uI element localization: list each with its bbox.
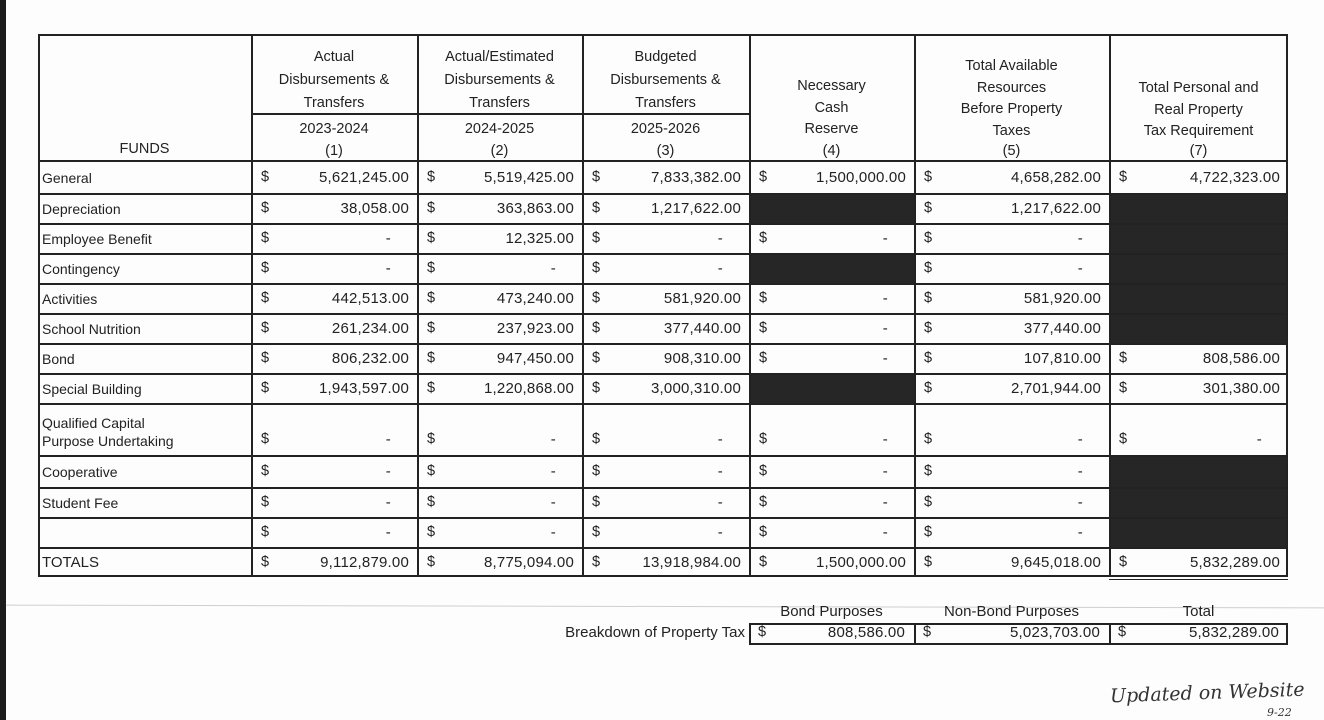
amount-cell: - xyxy=(882,463,888,480)
currency-symbol: $ xyxy=(1118,624,1127,640)
column-header-title: Budgeted Disbursements & Transfers xyxy=(610,49,721,111)
breakdown-label: Breakdown of Property Tax xyxy=(565,624,745,641)
amount-cell: 947,450.00 xyxy=(496,350,574,367)
breakdown-amount: 808,586.00 xyxy=(827,624,905,641)
currency-symbol: $ xyxy=(1119,169,1128,185)
currency-symbol: $ xyxy=(427,431,436,447)
amount-cell: - xyxy=(882,290,888,307)
fund-name: TOTALS xyxy=(42,554,99,571)
amount-cell: 12,325.00 xyxy=(505,230,574,247)
currency-symbol: $ xyxy=(261,463,270,479)
amount-cell: - xyxy=(550,463,556,480)
column-header-number: (2) xyxy=(490,143,509,159)
fund-name: Contingency xyxy=(42,261,120,277)
currency-symbol: $ xyxy=(427,200,436,216)
handwritten-date: 9-22 xyxy=(1267,706,1292,719)
amount-cell: - xyxy=(385,494,391,511)
amount-cell: - xyxy=(1077,463,1083,480)
amount-cell: 5,832,289.00 xyxy=(1190,554,1280,571)
currency-symbol: $ xyxy=(261,290,270,306)
currency-symbol: $ xyxy=(924,169,933,185)
amount-cell: 581,920.00 xyxy=(1023,290,1101,307)
currency-symbol: $ xyxy=(592,380,601,396)
currency-symbol: $ xyxy=(427,524,436,540)
amount-cell: - xyxy=(385,463,391,480)
currency-symbol: $ xyxy=(759,350,768,366)
currency-symbol: $ xyxy=(924,380,933,396)
currency-symbol: $ xyxy=(924,463,933,479)
fund-name: Employee Benefit xyxy=(42,231,152,247)
amount-cell: - xyxy=(385,431,391,448)
amount-cell: 38,058.00 xyxy=(340,200,409,217)
amount-cell: - xyxy=(385,524,391,541)
amount-cell: - xyxy=(882,230,888,247)
amount-cell: 377,440.00 xyxy=(663,320,741,337)
currency-symbol: $ xyxy=(261,431,270,447)
currency-symbol: $ xyxy=(592,554,601,570)
currency-symbol: $ xyxy=(759,554,768,570)
amount-cell: 442,513.00 xyxy=(331,290,409,307)
currency-symbol: $ xyxy=(592,494,601,510)
currency-symbol: $ xyxy=(759,431,768,447)
amount-cell: - xyxy=(882,524,888,541)
currency-symbol: $ xyxy=(924,230,933,246)
column-header-title: Total Available Resources Before Property Taxes xyxy=(960,58,1063,139)
currency-symbol: $ xyxy=(592,431,601,447)
currency-symbol: $ xyxy=(1119,554,1128,570)
amount-cell: - xyxy=(882,350,888,367)
currency-symbol: $ xyxy=(261,350,270,366)
table-row xyxy=(38,455,1288,487)
breakdown-divider xyxy=(1109,623,1111,645)
table-horizontal-rule xyxy=(38,34,1288,36)
amount-cell: 9,112,879.00 xyxy=(320,554,409,571)
currency-symbol: $ xyxy=(592,260,601,276)
currency-symbol: $ xyxy=(427,554,436,570)
currency-symbol: $ xyxy=(427,380,436,396)
currency-symbol: $ xyxy=(261,380,270,396)
currency-symbol: $ xyxy=(427,290,436,306)
amount-cell: - xyxy=(717,260,723,277)
amount-cell: 1,217,622.00 xyxy=(651,200,741,217)
amount-cell: - xyxy=(717,524,723,541)
amount-cell: - xyxy=(717,230,723,247)
currency-symbol: $ xyxy=(924,524,933,540)
amount-cell: - xyxy=(550,494,556,511)
breakdown-divider xyxy=(914,623,916,645)
fund-name: Depreciation xyxy=(42,201,121,217)
currency-symbol: $ xyxy=(261,230,270,246)
currency-symbol: $ xyxy=(261,169,270,185)
currency-symbol: $ xyxy=(758,624,767,640)
breakdown-column-header: Bond Purposes xyxy=(780,603,883,620)
column-header-year: 2023-2024 xyxy=(299,121,369,137)
amount-cell: 9,645,018.00 xyxy=(1011,554,1101,571)
amount-cell: 4,722,323.00 xyxy=(1190,169,1280,186)
column-header-title: Total Personal and Real Property Tax Requirement xyxy=(1138,80,1259,139)
currency-symbol: $ xyxy=(759,290,768,306)
currency-symbol: $ xyxy=(592,169,601,185)
amount-cell: 261,234.00 xyxy=(331,320,409,337)
currency-symbol: $ xyxy=(592,230,601,246)
amount-cell: 5,519,425.00 xyxy=(484,169,574,186)
breakdown-column-header: Total xyxy=(1182,603,1215,620)
currency-symbol: $ xyxy=(924,494,933,510)
fund-name: Bond xyxy=(42,351,75,367)
currency-symbol: $ xyxy=(592,463,601,479)
fund-name: Activities xyxy=(42,291,98,307)
amount-cell: 363,863.00 xyxy=(496,200,574,217)
currency-symbol: $ xyxy=(592,320,601,336)
amount-cell: 1,220,868.00 xyxy=(484,380,574,397)
currency-symbol: $ xyxy=(759,524,768,540)
amount-cell: 8,775,094.00 xyxy=(484,554,574,571)
amount-cell: - xyxy=(1077,260,1083,277)
handwritten-note: Updated on Website xyxy=(1109,678,1305,708)
amount-cell: 1,500,000.00 xyxy=(816,554,906,571)
amount-cell: - xyxy=(1077,524,1083,541)
currency-symbol: $ xyxy=(427,230,436,246)
amount-cell: 4,658,282.00 xyxy=(1011,169,1101,186)
currency-symbol: $ xyxy=(261,320,270,336)
currency-symbol: $ xyxy=(261,200,270,216)
currency-symbol: $ xyxy=(1119,380,1128,396)
amount-cell: 581,920.00 xyxy=(663,290,741,307)
currency-symbol: $ xyxy=(261,524,270,540)
currency-symbol: $ xyxy=(924,554,933,570)
currency-symbol: $ xyxy=(592,524,601,540)
column-header-number: (7) xyxy=(1189,143,1208,159)
amount-cell: 1,500,000.00 xyxy=(816,169,906,186)
currency-symbol: $ xyxy=(592,350,601,366)
amount-cell: - xyxy=(550,260,556,277)
amount-cell: - xyxy=(385,230,391,247)
currency-symbol: $ xyxy=(759,320,768,336)
currency-symbol: $ xyxy=(759,463,768,479)
amount-cell: 301,380.00 xyxy=(1202,380,1280,397)
amount-cell: - xyxy=(882,494,888,511)
currency-symbol: $ xyxy=(592,290,601,306)
currency-symbol: $ xyxy=(924,260,933,276)
amount-cell: 2,701,944.00 xyxy=(1011,380,1101,397)
fund-name: Student Fee xyxy=(42,495,119,511)
table-row xyxy=(38,223,1288,253)
breakdown-column-header: Non-Bond Purposes xyxy=(943,603,1080,620)
column-header-title: Necessary Cash Reserve xyxy=(797,78,866,137)
currency-symbol: $ xyxy=(427,350,436,366)
column-header-title: Actual Disbursements & Transfers xyxy=(278,49,390,111)
amount-cell: 5,621,245.00 xyxy=(319,169,409,186)
amount-cell: 3,000,310.00 xyxy=(651,380,741,397)
table-row xyxy=(38,487,1288,517)
currency-symbol: $ xyxy=(427,463,436,479)
amount-cell: - xyxy=(717,463,723,480)
currency-symbol: $ xyxy=(924,431,933,447)
amount-cell: - xyxy=(882,431,888,448)
funds-table xyxy=(38,34,1288,577)
total-double-underline xyxy=(1109,579,1288,580)
breakdown-amount: 5,023,703.00 xyxy=(1010,624,1100,641)
breakdown-amount: 5,832,289.00 xyxy=(1189,624,1279,641)
column-header-number: (4) xyxy=(822,143,841,159)
currency-symbol: $ xyxy=(924,320,933,336)
currency-symbol: $ xyxy=(759,230,768,246)
amount-cell: 1,943,597.00 xyxy=(319,380,409,397)
table-row xyxy=(38,517,1288,547)
amount-cell: - xyxy=(385,260,391,277)
amount-cell: 808,586.00 xyxy=(1202,350,1280,367)
amount-cell: - xyxy=(882,320,888,337)
table-row xyxy=(38,253,1288,283)
amount-cell: 377,440.00 xyxy=(1023,320,1101,337)
amount-cell: - xyxy=(1077,494,1083,511)
column-header-title: Actual/Estimated Disbursements & Transfers xyxy=(444,49,555,111)
fund-name: School Nutrition xyxy=(42,321,141,337)
amount-cell: 237,923.00 xyxy=(496,320,574,337)
column-header-number: (5) xyxy=(1002,143,1021,159)
amount-cell: - xyxy=(550,431,556,448)
currency-symbol: $ xyxy=(759,169,768,185)
column-header-year: 2025-2026 xyxy=(630,121,701,137)
amount-cell: 7,833,382.00 xyxy=(651,169,741,186)
currency-symbol: $ xyxy=(592,200,601,216)
amount-cell: 1,217,622.00 xyxy=(1011,200,1101,217)
amount-cell: - xyxy=(1256,431,1262,448)
currency-symbol: $ xyxy=(924,290,933,306)
fund-name: Cooperative xyxy=(42,464,118,480)
amount-cell: 908,310.00 xyxy=(663,350,741,367)
currency-symbol: $ xyxy=(923,624,932,640)
currency-symbol: $ xyxy=(1119,350,1128,366)
currency-symbol: $ xyxy=(261,494,270,510)
currency-symbol: $ xyxy=(427,169,436,185)
currency-symbol: $ xyxy=(759,494,768,510)
amount-cell: - xyxy=(717,431,723,448)
currency-symbol: $ xyxy=(924,350,933,366)
amount-cell: 107,810.00 xyxy=(1023,350,1101,367)
scan-edge xyxy=(0,0,6,720)
table-row xyxy=(38,403,1288,455)
currency-symbol: $ xyxy=(1119,431,1128,447)
amount-cell: 13,918,984.00 xyxy=(642,554,741,571)
column-header-year: 2024-2025 xyxy=(464,121,535,137)
amount-cell: 806,232.00 xyxy=(331,350,409,367)
amount-cell: - xyxy=(717,494,723,511)
currency-symbol: $ xyxy=(924,200,933,216)
fund-name: General xyxy=(42,170,92,186)
fund-name: Special Building xyxy=(42,381,142,397)
column-header-number: (1) xyxy=(325,143,343,159)
funds-header: FUNDS xyxy=(119,141,170,157)
currency-symbol: $ xyxy=(261,554,270,570)
currency-symbol: $ xyxy=(427,260,436,276)
fund-name: Qualified Capital Purpose Undertaking xyxy=(42,415,174,449)
amount-cell: - xyxy=(1077,230,1083,247)
amount-cell: - xyxy=(550,524,556,541)
currency-symbol: $ xyxy=(261,260,270,276)
column-header-number: (3) xyxy=(656,143,675,159)
amount-cell: 473,240.00 xyxy=(496,290,574,307)
amount-cell: - xyxy=(1077,431,1083,448)
currency-symbol: $ xyxy=(427,494,436,510)
currency-symbol: $ xyxy=(427,320,436,336)
